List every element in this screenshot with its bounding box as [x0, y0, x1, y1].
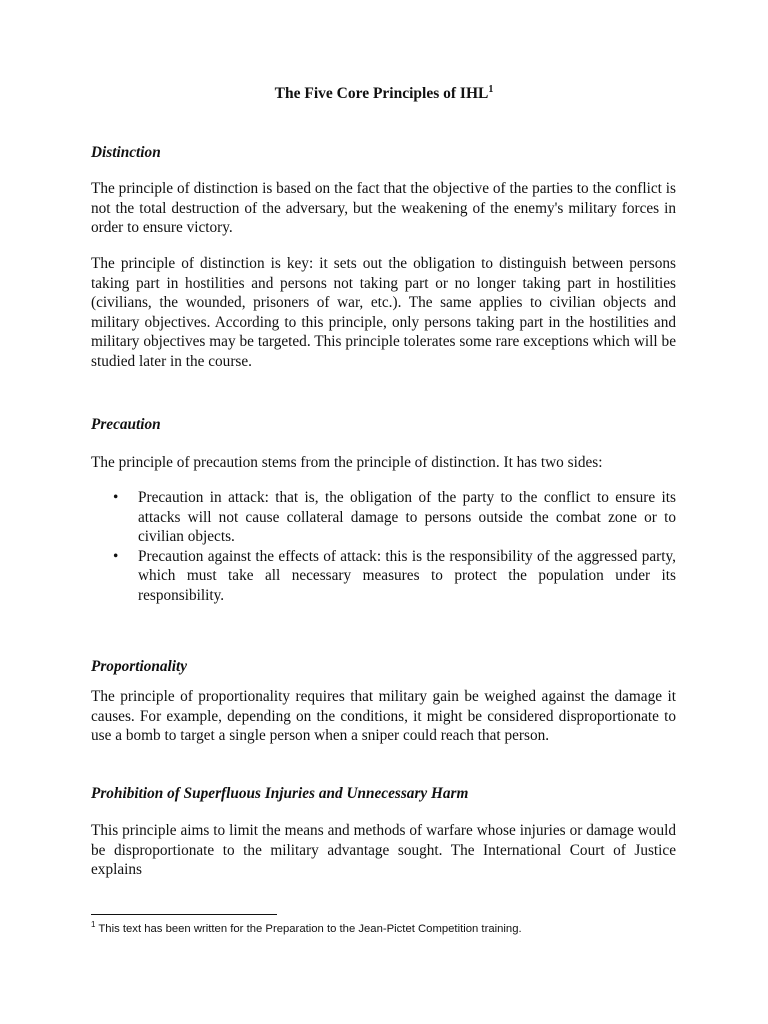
heading-distinction: Distinction	[91, 144, 161, 161]
footnote-marker: 1	[91, 920, 96, 930]
paragraph-precaution-intro: The principle of precaution stems from the principle of distinction. It has two sides:	[91, 454, 603, 471]
title-footnote-marker[interactable]: 1	[488, 83, 494, 95]
bullet-text: Precaution against the effects of attack: this is the responsibility of the aggressed party, which must take all necessary measures to protect the population under its responsibility.	[138, 547, 676, 604]
bullet-text: Precaution in attack: that is, the obligation of the party to the conflict to ensure its attacks will not cause collateral damage to persons outside the combat zone or to civilian objects.	[138, 489, 676, 546]
heading-precaution: Precaution	[91, 416, 161, 433]
footnote-text: This text has been written for the Preparation to the Jean-Pictet Competition training.	[95, 923, 522, 935]
list-item	[91, 547, 676, 606]
heading-proportionality: Proportionality	[91, 658, 188, 675]
heading-prohibition: Prohibition of Superfluous Injuries and Unnecessary Harm	[91, 785, 469, 802]
paragraph-proportionality: The principle of proportionality requires that military gain be weighed against the damage it causes. For example, depending on the conditions, it might be considered disproportionate to use a bomb to target a single person when a sniper could reach that person.	[91, 688, 676, 745]
precaution-bullet-list	[91, 488, 676, 606]
bullet-icon: •	[113, 489, 119, 506]
bullet-icon: •	[113, 547, 119, 565]
paragraph-prohibition: This principle aims to limit the means and methods of warfare whose injuries or damage would be disproportionate to the military advantage sought. The International Court of Justice explains	[91, 822, 676, 879]
list-item	[91, 488, 676, 547]
document-title	[0, 84, 768, 104]
paragraph-distinction-1: The principle of distinction is based on the fact that the objective of the parties to the conflict is not the total destruction of the adversary, but the weakening of the enemy's military forces in order to ensure victory.	[91, 180, 676, 237]
footnote-separator	[91, 914, 277, 915]
footnote	[91, 921, 522, 937]
title-text: The Five Core Principles of IHL	[274, 85, 489, 102]
paragraph-distinction-2: The principle of distinction is key: it sets out the obligation to distinguish between persons taking part in hostilities and persons not taking part or no longer taking part in hostilities (civilians, the wounded, prisoners of war, etc.). The same applies to civilian objects and military objectives. According to this principle, only persons taking part in the hostilities and military objectives may be targeted. This principle tolerates some rare exceptions which will be studied later in the course.	[91, 255, 676, 370]
